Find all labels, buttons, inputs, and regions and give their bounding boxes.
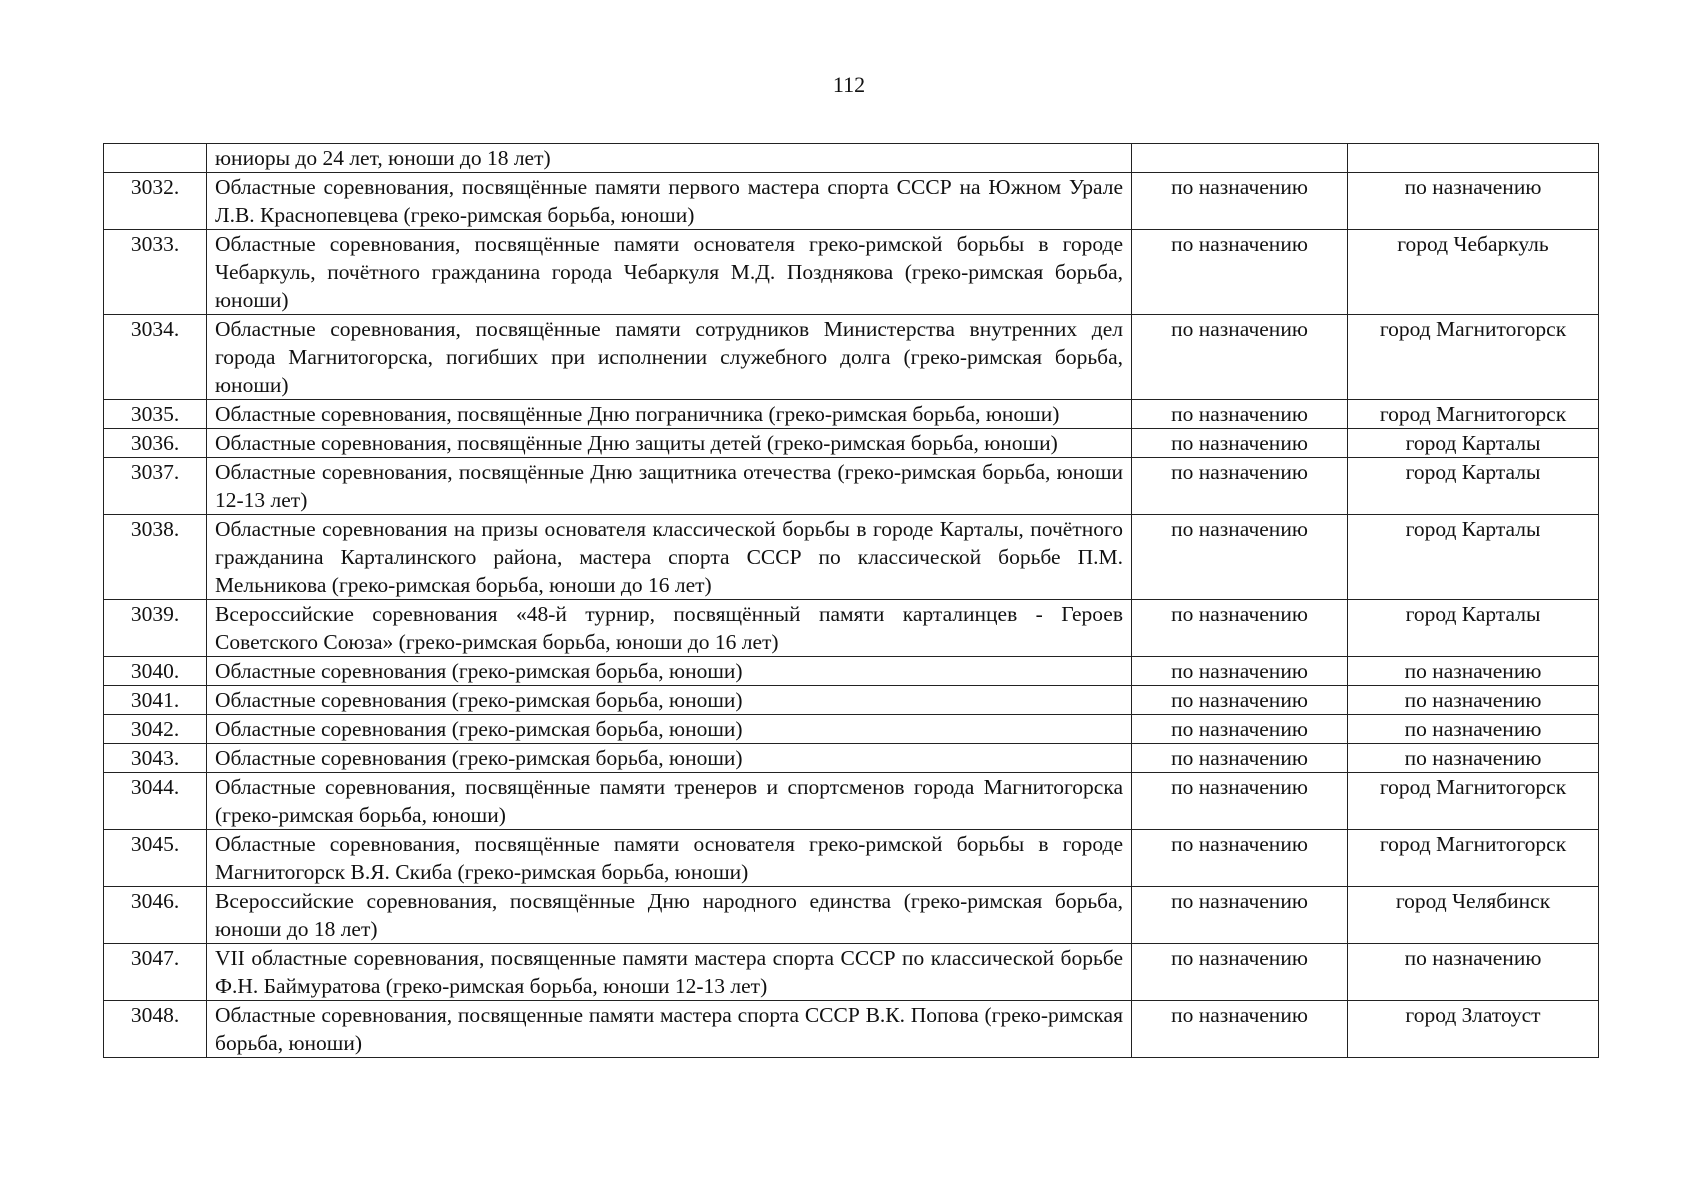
event-name: VII областные соревнования, посвященные памяти мастера спорта СССР по классической борьбе Ф.Н. Баймуратова (греко-римская борьба, юноши 12-13 лет)	[207, 944, 1132, 1001]
table-row	[104, 315, 1599, 400]
row-number: 3033.	[104, 230, 207, 315]
event-date: по назначению	[1132, 830, 1348, 887]
event-date: по назначению	[1132, 315, 1348, 400]
event-place: город Карталы	[1348, 600, 1599, 657]
row-number: 3035.	[104, 400, 207, 429]
event-name: Областные соревнования, посвящённые Дню защитника отечества (греко-римская борьба, юноши 12-13 лет)	[207, 458, 1132, 515]
event-name: Областные соревнования на призы основателя классической борьбы в городе Карталы, почётного гражданина Карталинского района, мастера спорта СССР по классической борьбе П.М. Мельникова (греко-римская борьба, юноши до 16 лет)	[207, 515, 1132, 600]
row-number: 3041.	[104, 686, 207, 715]
event-date: по назначению	[1132, 230, 1348, 315]
row-number: 3040.	[104, 657, 207, 686]
event-place: город Магнитогорск	[1348, 400, 1599, 429]
table-row	[104, 830, 1599, 887]
table-row	[104, 715, 1599, 744]
table-row	[104, 515, 1599, 600]
event-date: по назначению	[1132, 715, 1348, 744]
row-number: 3034.	[104, 315, 207, 400]
event-date: по назначению	[1132, 458, 1348, 515]
table-row	[104, 744, 1599, 773]
event-place: город Челябинск	[1348, 887, 1599, 944]
event-date: по назначению	[1132, 944, 1348, 1001]
events-table	[103, 143, 1599, 1058]
row-number: 3045.	[104, 830, 207, 887]
table-row	[104, 400, 1599, 429]
event-date: по назначению	[1132, 744, 1348, 773]
row-number: 3046.	[104, 887, 207, 944]
table-row	[104, 773, 1599, 830]
event-date: по назначению	[1132, 400, 1348, 429]
event-name: Всероссийские соревнования, посвящённые Дню народного единства (греко-римская борьба, юноши до 18 лет)	[207, 887, 1132, 944]
table-row	[104, 887, 1599, 944]
event-name: Областные соревнования, посвящённые памяти тренеров и спортсменов города Магнитогорска (греко-римская борьба, юноши)	[207, 773, 1132, 830]
event-name: Областные соревнования, посвящённые памяти первого мастера спорта СССР на Южном Урале Л.В. Краснопевцева (греко-римская борьба, юноши)	[207, 173, 1132, 230]
event-date: по назначению	[1132, 686, 1348, 715]
event-date: по назначению	[1132, 1001, 1348, 1058]
event-name: юниоры до 24 лет, юноши до 18 лет)	[207, 144, 1132, 173]
table-row	[104, 429, 1599, 458]
event-place: по назначению	[1348, 173, 1599, 230]
table-row	[104, 144, 1599, 173]
event-place: по назначению	[1348, 744, 1599, 773]
table-row	[104, 657, 1599, 686]
row-number: 3036.	[104, 429, 207, 458]
row-number: 3038.	[104, 515, 207, 600]
row-number: 3044.	[104, 773, 207, 830]
event-place: город Карталы	[1348, 458, 1599, 515]
event-name: Областные соревнования (греко-римская борьба, юноши)	[207, 744, 1132, 773]
event-name: Областные соревнования, посвящённые памяти сотрудников Министерства внутренних дел города Магнитогорска, погибших при исполнении служебного долга (греко-римская борьба, юноши)	[207, 315, 1132, 400]
table-row	[104, 1001, 1599, 1058]
event-date	[1132, 144, 1348, 173]
event-place: город Магнитогорск	[1348, 315, 1599, 400]
event-place: по назначению	[1348, 686, 1599, 715]
table-row	[104, 686, 1599, 715]
row-number: 3037.	[104, 458, 207, 515]
event-place: по назначению	[1348, 657, 1599, 686]
row-number: 3047.	[104, 944, 207, 1001]
event-place: город Чебаркуль	[1348, 230, 1599, 315]
event-place: город Златоуст	[1348, 1001, 1599, 1058]
table-row	[104, 458, 1599, 515]
page-number: 112	[832, 72, 866, 97]
event-name: Областные соревнования (греко-римская борьба, юноши)	[207, 657, 1132, 686]
row-number: 3039.	[104, 600, 207, 657]
row-number: 3043.	[104, 744, 207, 773]
event-name: Областные соревнования, посвящённые памяти основателя греко-римской борьбы в городе Магнитогорск В.Я. Скиба (греко-римская борьба, юноши)	[207, 830, 1132, 887]
table-row	[104, 600, 1599, 657]
event-date: по назначению	[1132, 173, 1348, 230]
event-date: по назначению	[1132, 600, 1348, 657]
event-place: город Магнитогорск	[1348, 830, 1599, 887]
table-row	[104, 944, 1599, 1001]
event-place	[1348, 144, 1599, 173]
row-number: 3032.	[104, 173, 207, 230]
event-name: Областные соревнования, посвящённые памяти основателя греко-римской борьбы в городе Чебаркуль, почётного гражданина города Чебаркуля М.Д. Позднякова (греко-римская борьба, юноши)	[207, 230, 1132, 315]
events-table-body	[104, 144, 1599, 1058]
event-place: город Карталы	[1348, 515, 1599, 600]
event-name: Областные соревнования, посвящённые Дню защиты детей (греко-римская борьба, юноши)	[207, 429, 1132, 458]
event-date: по назначению	[1132, 773, 1348, 830]
row-number	[104, 144, 207, 173]
table-row	[104, 230, 1599, 315]
event-place: город Карталы	[1348, 429, 1599, 458]
row-number: 3042.	[104, 715, 207, 744]
event-place: по назначению	[1348, 944, 1599, 1001]
event-place: по назначению	[1348, 715, 1599, 744]
event-name: Областные соревнования (греко-римская борьба, юноши)	[207, 686, 1132, 715]
event-date: по назначению	[1132, 657, 1348, 686]
event-date: по назначению	[1132, 429, 1348, 458]
event-name: Областные соревнования (греко-римская борьба, юноши)	[207, 715, 1132, 744]
event-date: по назначению	[1132, 515, 1348, 600]
event-name: Областные соревнования, посвященные памяти мастера спорта СССР В.К. Попова (греко-римская борьба, юноши)	[207, 1001, 1132, 1058]
event-date: по назначению	[1132, 887, 1348, 944]
event-name: Областные соревнования, посвящённые Дню пограничника (греко-римская борьба, юноши)	[207, 400, 1132, 429]
event-place: город Магнитогорск	[1348, 773, 1599, 830]
table-row	[104, 173, 1599, 230]
row-number: 3048.	[104, 1001, 207, 1058]
event-name: Всероссийские соревнования «48-й турнир, посвящённый памяти карталинцев - Героев Советского Союза» (греко-римская борьба, юноши до 16 лет)	[207, 600, 1132, 657]
